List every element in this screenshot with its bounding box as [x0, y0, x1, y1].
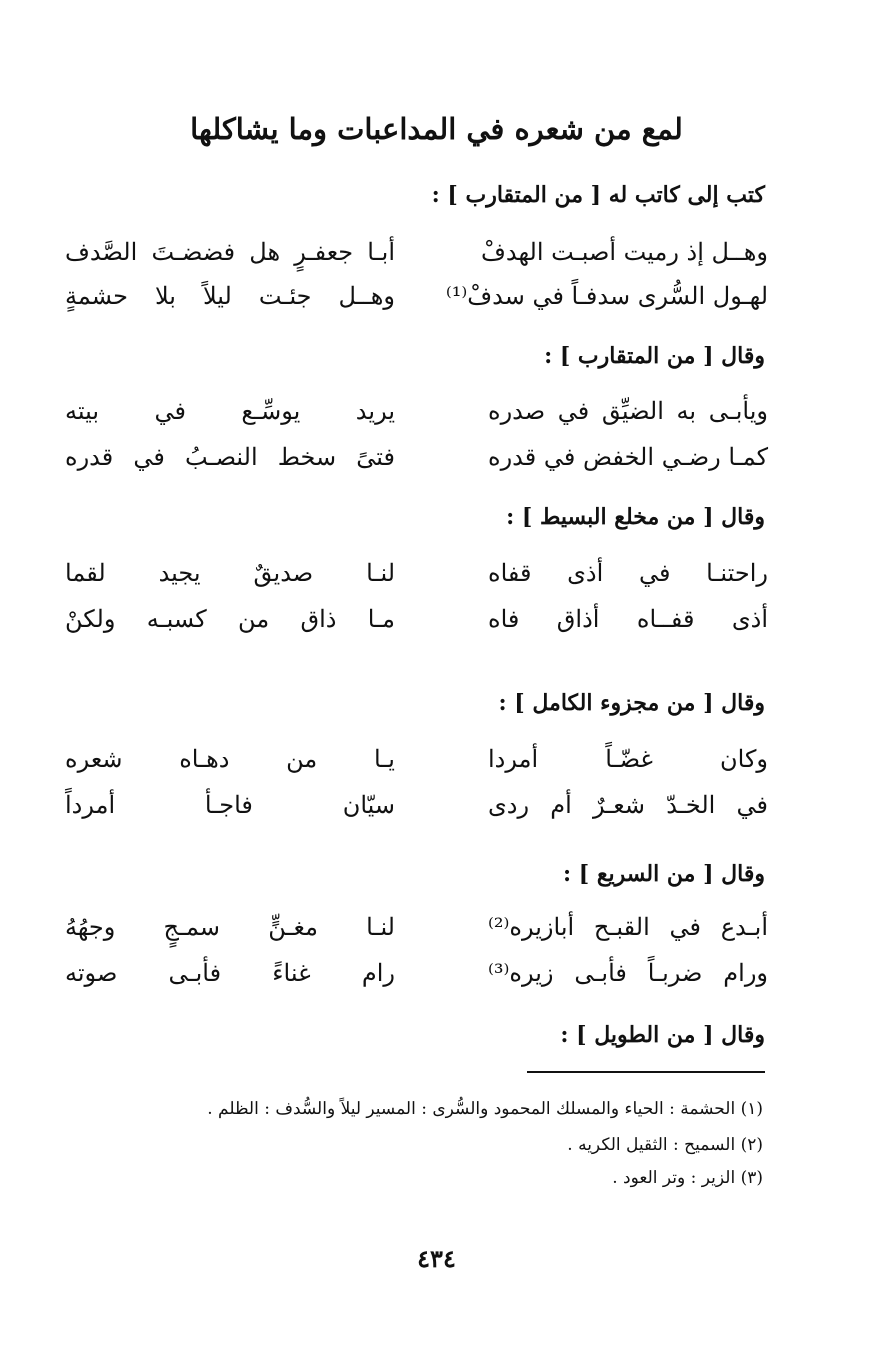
- verse-second-hemistich: أذى قفــاه أذاق فاه: [488, 605, 768, 633]
- verse-second-hemistich: وكان غضّـاً أمردا: [488, 745, 768, 773]
- footnote: (٢) السميح : الثقيل الكريه .: [567, 1135, 763, 1155]
- section-intro: وقال [ من مخلع البسيط ] :: [506, 504, 765, 530]
- section-intro: وقال [ من مجزوء الكامل ] :: [498, 690, 765, 716]
- verse-first-hemistich: رام غناءً فأبـى صوته: [65, 959, 395, 987]
- section-intro: وقال [ من السريع ] :: [562, 861, 765, 887]
- verse-second-hemistich: وهــل إذ رميت أصبـت الهدفْ: [480, 238, 768, 266]
- verse-first-hemistich: لنـا صديقٌ يجيد لقما: [65, 559, 395, 587]
- section-intro: وقال [ من المتقارب ] :: [544, 343, 765, 369]
- verse-first-hemistich: مـا ذاق من كسبـه ولكنْ: [65, 605, 395, 633]
- verse-second-hemistich: ويأبـى به الضيِّق في صدره: [488, 397, 768, 425]
- verse-second-hemistich: ورام ضربـاً فأبـى زيره⁽³⁾: [488, 959, 768, 987]
- verse-second-hemistich: راحتنـا في أذى قفاه: [488, 559, 768, 587]
- footnote-separator: [527, 1071, 765, 1073]
- verse-first-hemistich: فتىً سخط النصـبُ في قدره: [65, 443, 395, 471]
- footnote: (٣) الزير : وتر العود .: [612, 1168, 763, 1188]
- verse-second-hemistich: أبـدع في القبـح أبازيره⁽²⁾: [488, 913, 768, 941]
- verse-first-hemistich: سيّان فاجـأ أمرداً: [65, 791, 395, 819]
- verse-first-hemistich: لنـا مغـنٍّ سمـجٍ وجهُهُ: [65, 913, 395, 941]
- section-intro: كتب إلى كاتب له [ من المتقارب ] :: [431, 182, 765, 208]
- verse-first-hemistich: أبـا جعفـرٍ هل فضضـتَ الصَّدف: [65, 238, 395, 266]
- verse-second-hemistich: لهـول السُّرى سدفـاً في سدفْ⁽¹⁾: [445, 282, 768, 310]
- verse-second-hemistich: كمـا رضـي الخفض في قدره: [488, 443, 768, 471]
- page-number: ٤٣٤: [417, 1244, 456, 1273]
- page-title: لمع من شعره في المداعبات وما يشاكلها: [190, 112, 683, 146]
- verse-first-hemistich: وهــل جئـت ليلاً بلا حشمةٍ: [65, 282, 395, 310]
- footnote: (١) الحشمة : الحياء والمسلك المحمود والسُّرى : المسير ليلاً والسُّدف : الظلم .: [207, 1099, 763, 1119]
- section-intro: وقال [ من الطويل ] :: [560, 1022, 765, 1048]
- verse-second-hemistich: في الخـدّ شعـرٌ أم ردى: [488, 791, 768, 819]
- verse-first-hemistich: يـا من دهـاه شعره: [65, 745, 395, 773]
- verse-first-hemistich: يريد يوسِّـع في بيته: [65, 397, 395, 425]
